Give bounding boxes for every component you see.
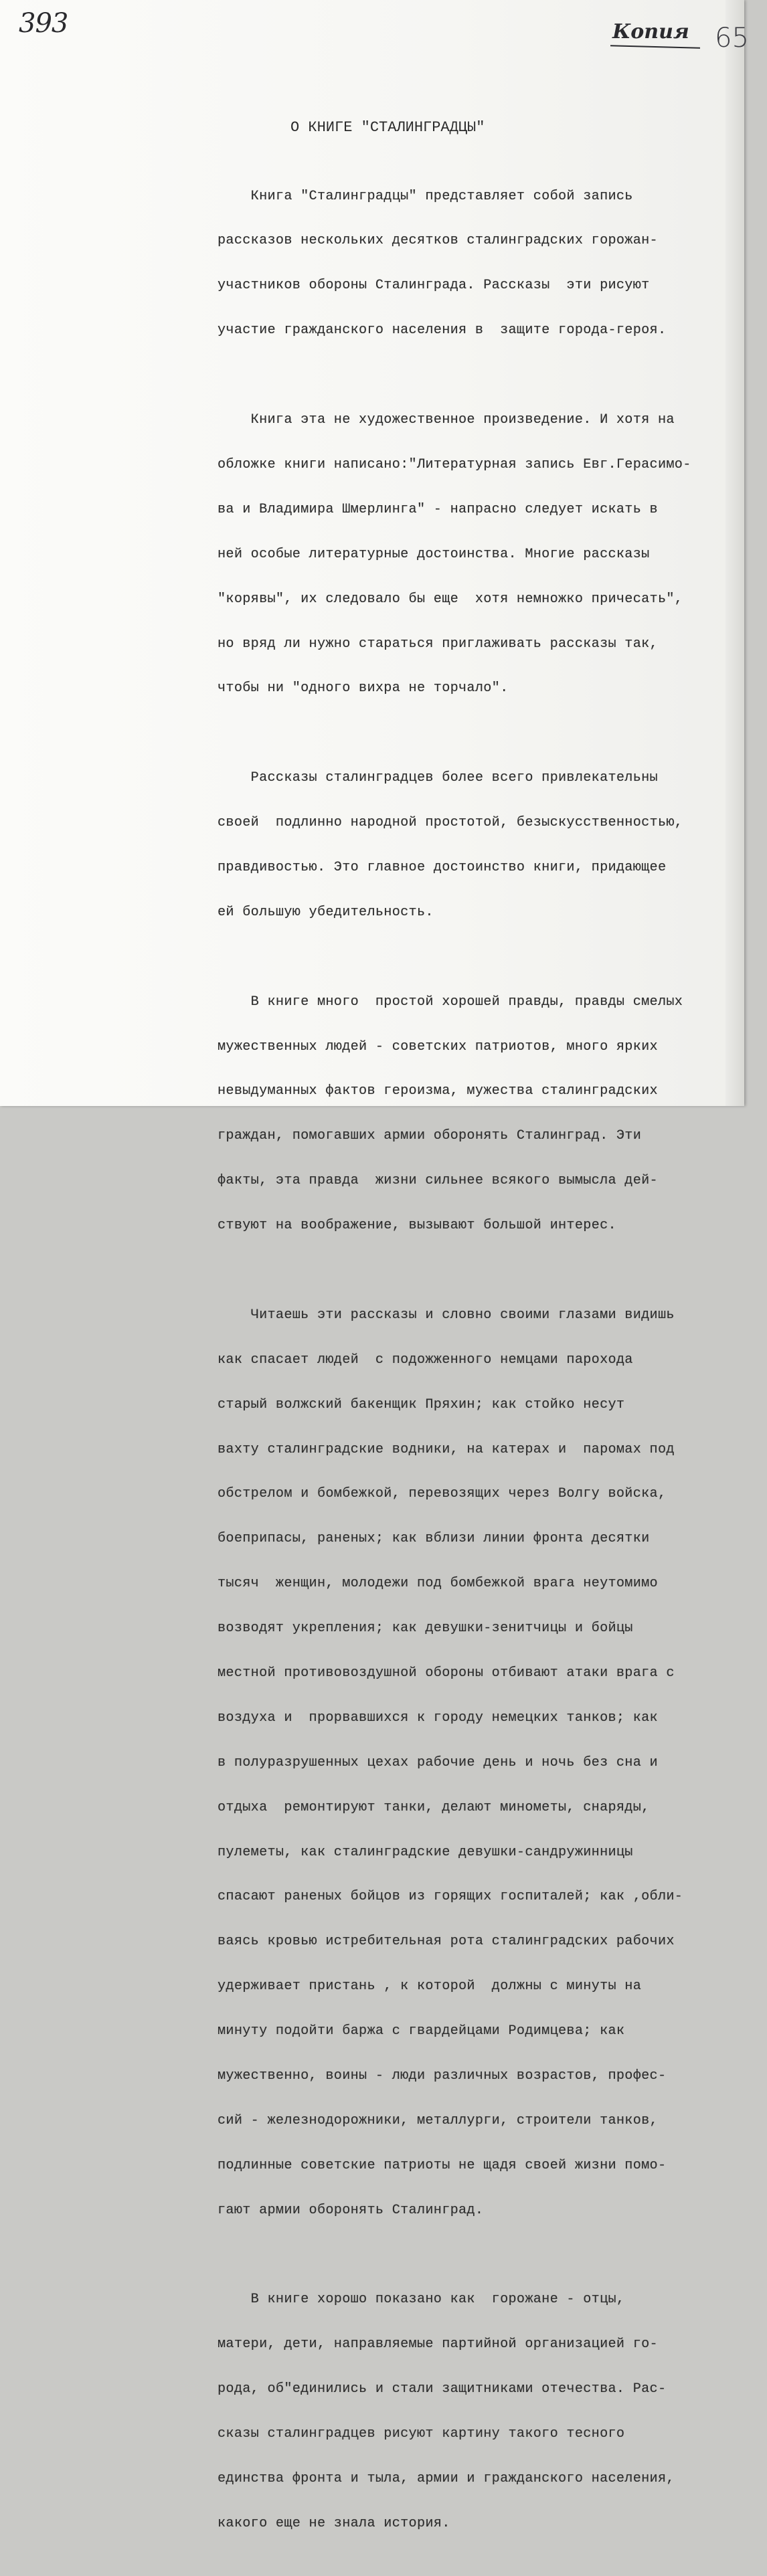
paragraph-literary-merit xyxy=(218,383,740,726)
text-line: мужественно, воины - люди различных возрастов, профес- xyxy=(218,2068,667,2084)
text-line: как спасает людей с подожженного немцами парохода xyxy=(218,1352,633,1368)
handwritten-copy-mark: Копия xyxy=(612,20,689,43)
text-line: старый волжский бакенщик Пряхин; как стойко несут xyxy=(218,1396,625,1412)
text-line: спасают раненых бойцов из горящих госпиталей; как ,обли- xyxy=(218,1889,683,1905)
text-line: боеприпасы, раненых; как вблизи линии фронта десятки xyxy=(218,1531,650,1547)
text-line: минуту подойти баржа с гвардейцами Родимцева; как xyxy=(218,2023,625,2039)
text-line: Книга "Сталинградцы" представляет собой запись xyxy=(218,188,633,204)
text-line: подлинные советские патриоты не щадя своей жизни помо- xyxy=(218,2157,667,2173)
text-line: правдивостью. Это главное достоинство книги, придающее xyxy=(218,859,667,875)
document-title: О КНИГЕ "СТАЛИНГРАДЦЫ" xyxy=(290,119,485,136)
text-line: удерживает пристань , к которой должны с минуты на xyxy=(218,1979,642,1995)
text-line: единства фронта и тыла, армии и гражданского населения, xyxy=(218,2471,675,2487)
text-line: Книга эта не художественное произведение. И хотя на xyxy=(218,412,675,428)
copy-mark-underline xyxy=(610,45,700,49)
text-line: чтобы ни "одного вихра не торчало". xyxy=(218,680,509,697)
paragraph-heroism xyxy=(218,1278,740,2247)
text-line: ней особые литературные достоинства. Многие рассказы xyxy=(218,546,650,562)
text-line: воздуха и прорвавшихся к городу немецких танков; как xyxy=(218,1710,658,1726)
text-line: "корявы", их следовало бы еще хотя немножко причесать", xyxy=(218,591,683,607)
paragraph-truth xyxy=(218,965,740,1263)
text-line: рассказов нескольких десятков сталинградских горожан- xyxy=(218,233,658,249)
text-line: граждан, помогавших армии оборонять Сталинград. Эти xyxy=(218,1128,642,1144)
text-line: но вряд ли нужно стараться приглаживать рассказы так, xyxy=(218,636,658,652)
text-line: в полуразрушенных цехах рабочие день и ночь без сна и xyxy=(218,1754,658,1770)
text-line: отдыха ремонтируют танки, делают минометы, снаряды, xyxy=(218,1799,650,1815)
text-line: обстрелом и бомбежкой, перевозящих через Волгу войска, xyxy=(218,1486,667,1502)
text-line: ствуют на воображение, вызывают большой интерес. xyxy=(218,1218,616,1234)
text-line: ваясь кровью истребительная рота сталинградских рабочих xyxy=(218,1934,675,1950)
text-line: обложке книги написано:"Литературная запись Евг.Герасимо- xyxy=(218,456,691,472)
text-line: местной противовоздушной обороны отбивают атаки врага с xyxy=(218,1665,675,1681)
text-line: участие гражданского населения в защите города-героя. xyxy=(218,323,667,339)
handwritten-archive-number: 393 xyxy=(19,8,68,39)
text-line: возводят укрепления; как девушки-зенитчицы и бойцы xyxy=(218,1621,633,1637)
text-line: невыдуманных фактов героизма, мужества сталинградских xyxy=(218,1083,658,1099)
text-line: Читаешь эти рассказы и словно своими глазами видишь xyxy=(218,1307,675,1323)
text-line: ва и Владимира Шмерлинга" - напрасно следует искать в xyxy=(218,501,658,517)
text-line: Рассказы сталинградцев более всего привлекательны xyxy=(218,770,658,786)
text-line: своей подлинно народной простотой, безыскусственностью, xyxy=(218,815,683,831)
text-line: гают армии оборонять Сталинград. xyxy=(218,2202,484,2218)
text-line: какого еще не знала история. xyxy=(218,2515,450,2531)
document-body xyxy=(218,159,740,2576)
text-line: факты, эта правда жизни сильнее всякого вымысла дей- xyxy=(218,1173,658,1189)
text-line: матери, дети, направляемые партийной организацией го- xyxy=(218,2336,658,2353)
text-line: В книге хорошо показано как горожане - отцы, xyxy=(218,2292,625,2308)
text-line: вахту сталинградские водники, на катерах и паромах под xyxy=(218,1441,675,1457)
text-line: мужественных людей - советских патриотов, много ярких xyxy=(218,1038,658,1054)
text-line: ей большую убедительность. xyxy=(218,904,434,920)
text-line: пулеметы, как сталинградские девушки-сандружинницы xyxy=(218,1844,633,1860)
text-line: сий - железнодорожники, металлурги, строители танков, xyxy=(218,2112,658,2128)
paragraph-simplicity xyxy=(218,741,740,950)
text-line: рода, об"единились и стали защитниками отечества. Рас- xyxy=(218,2381,667,2397)
text-line: тысяч женщин, молодежи под бомбежкой врага неутомимо xyxy=(218,1576,658,1592)
text-line: В книге много простой хорошей правды, правды смелых xyxy=(218,994,683,1010)
paragraph-intro xyxy=(218,159,740,368)
text-line: участников обороны Сталинграда. Рассказы эти рисуют xyxy=(218,278,650,294)
handwritten-page-number: 65 xyxy=(715,23,749,54)
paragraph-unity xyxy=(218,2263,740,2561)
text-line: сказы сталинградцев рисуют картину такого тесного xyxy=(218,2426,625,2442)
